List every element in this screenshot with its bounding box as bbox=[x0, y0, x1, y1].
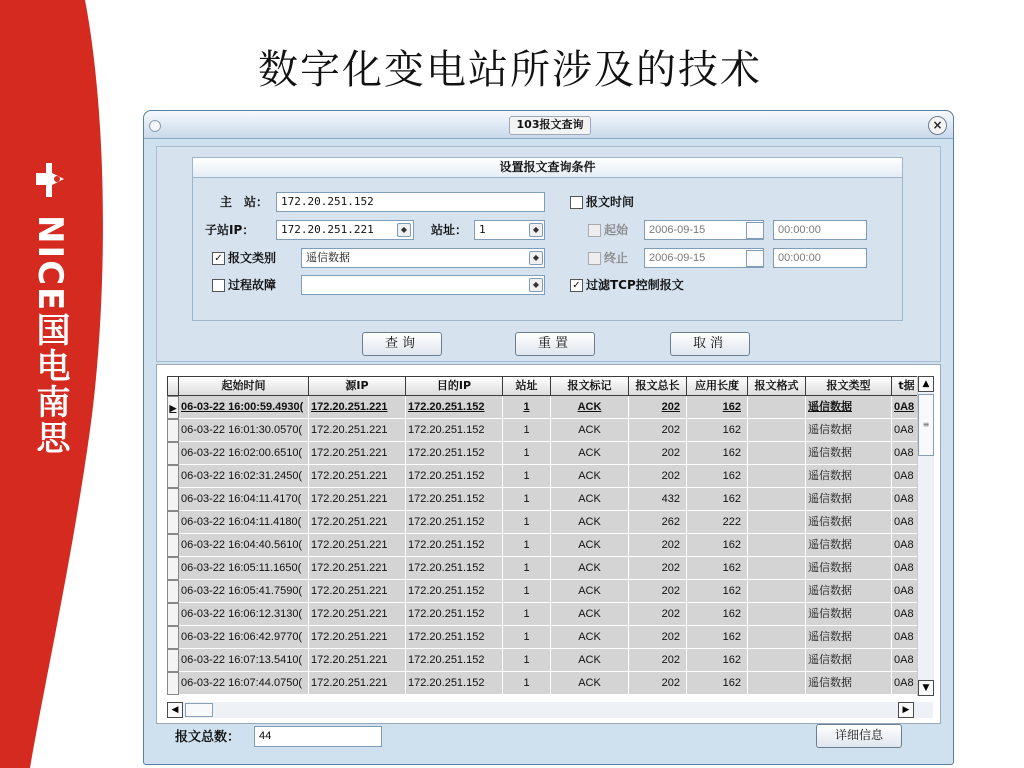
window-menu-icon[interactable] bbox=[149, 120, 161, 132]
start-calendar-icon[interactable] bbox=[746, 222, 764, 239]
table-cell: 06-03-22 16:04:11.4180( bbox=[179, 511, 309, 534]
table-cell: 1 bbox=[503, 396, 551, 419]
table-cell bbox=[748, 511, 806, 534]
table-cell: 162 bbox=[687, 580, 748, 603]
table-cell: 遥信数据 bbox=[806, 442, 892, 465]
title-bar[interactable] bbox=[144, 111, 953, 139]
table-cell: 172.20.251.221 bbox=[309, 580, 406, 603]
query-window bbox=[143, 110, 954, 765]
table-cell: 1 bbox=[503, 488, 551, 511]
cancel-button[interactable]: 取消 bbox=[670, 332, 750, 356]
table-cell: 202 bbox=[629, 534, 687, 557]
table-cell: 0A8 bbox=[892, 419, 922, 442]
scroll-right-icon[interactable]: ▶ bbox=[898, 702, 914, 718]
table-cell: 162 bbox=[687, 465, 748, 488]
row-header[interactable] bbox=[167, 580, 179, 603]
table-cell: 遥信数据 bbox=[806, 465, 892, 488]
process-fault-checkbox[interactable] bbox=[212, 279, 225, 292]
table-cell: 06-03-22 16:04:11.4170( bbox=[179, 488, 309, 511]
window-title: 103报文查询 bbox=[509, 116, 591, 135]
table-cell: 172.20.251.152 bbox=[406, 442, 503, 465]
msg-type-dropdown-icon[interactable]: ◆ bbox=[529, 251, 543, 265]
table-cell: 1 bbox=[503, 580, 551, 603]
row-header[interactable] bbox=[167, 465, 179, 488]
table-cell: ACK bbox=[551, 557, 629, 580]
table-cell: 162 bbox=[687, 626, 748, 649]
table-cell: 1 bbox=[503, 649, 551, 672]
table-cell: ACK bbox=[551, 396, 629, 419]
table-cell: 06-03-22 16:07:44.0750( bbox=[179, 672, 309, 695]
table-cell: 1 bbox=[503, 534, 551, 557]
table-cell: 06-03-22 16:05:41.7590( bbox=[179, 580, 309, 603]
table-cell: 1 bbox=[503, 419, 551, 442]
table-cell: 172.20.251.221 bbox=[309, 649, 406, 672]
master-station-label: 主 站： bbox=[220, 195, 269, 209]
row-header[interactable] bbox=[167, 672, 179, 695]
table-cell: 遥信数据 bbox=[806, 557, 892, 580]
table-cell: 202 bbox=[629, 396, 687, 419]
msg-type-checkbox[interactable]: ✓ bbox=[212, 252, 225, 265]
msg-time-label: 报文时间 bbox=[586, 195, 635, 209]
table-cell: 172.20.251.221 bbox=[309, 672, 406, 695]
table-cell: 06-03-22 16:05:11.1650( bbox=[179, 557, 309, 580]
column-header[interactable]: 报文总长 bbox=[629, 376, 687, 396]
master-station-input[interactable]: 172.20.251.152 bbox=[276, 192, 545, 212]
table-cell: 172.20.251.152 bbox=[406, 672, 503, 695]
table-cell: 172.20.251.152 bbox=[406, 511, 503, 534]
row-header[interactable] bbox=[167, 442, 179, 465]
table-cell: 172.20.251.152 bbox=[406, 580, 503, 603]
table-cell bbox=[748, 442, 806, 465]
table-cell: 202 bbox=[629, 626, 687, 649]
table-cell: 162 bbox=[687, 672, 748, 695]
table-cell: 遥信数据 bbox=[806, 603, 892, 626]
address-dropdown-icon[interactable]: ◆ bbox=[529, 223, 543, 237]
end-calendar-icon[interactable] bbox=[746, 250, 764, 267]
table-cell: ACK bbox=[551, 672, 629, 695]
address-value: 1 bbox=[479, 223, 486, 236]
column-header[interactable]: 目的IP bbox=[406, 376, 503, 396]
table-cell: 202 bbox=[629, 465, 687, 488]
table-cell: 162 bbox=[687, 649, 748, 672]
table-cell: 172.20.251.221 bbox=[309, 442, 406, 465]
reset-button[interactable]: 重置 bbox=[515, 332, 595, 356]
table-cell: 172.20.251.152 bbox=[406, 534, 503, 557]
row-selector-icon[interactable]: ▶ bbox=[167, 396, 179, 419]
substation-ip-value: 172.20.251.221 bbox=[281, 223, 374, 236]
table-cell: 1 bbox=[503, 511, 551, 534]
table-cell: 遥信数据 bbox=[806, 396, 892, 419]
table-cell: 1 bbox=[503, 465, 551, 488]
start-checkbox[interactable] bbox=[588, 224, 601, 237]
table-cell: ACK bbox=[551, 626, 629, 649]
table-cell: 172.20.251.221 bbox=[309, 396, 406, 419]
table-cell: 202 bbox=[629, 442, 687, 465]
table-cell: 172.20.251.221 bbox=[309, 603, 406, 626]
scroll-down-icon[interactable]: ▼ bbox=[918, 680, 934, 696]
process-fault-label: 过程故障 bbox=[228, 278, 277, 292]
brand-logo bbox=[22, 155, 78, 465]
column-header[interactable]: 起始时间 bbox=[179, 376, 309, 396]
start-date-input[interactable]: 2006-09-15 bbox=[644, 220, 764, 240]
column-header[interactable]: 源IP bbox=[309, 376, 406, 396]
table-cell: 遥信数据 bbox=[806, 534, 892, 557]
table-cell: 0A8 bbox=[892, 511, 922, 534]
brand-text: NICE国电南思 bbox=[30, 215, 70, 457]
filter-tcp-label: 过滤TCP控制报文 bbox=[586, 278, 684, 292]
table-cell: 0A8 bbox=[892, 396, 922, 419]
table-cell: 172.20.251.152 bbox=[406, 419, 503, 442]
table-cell: 432 bbox=[629, 488, 687, 511]
table-cell: 0A8 bbox=[892, 534, 922, 557]
table-cell: 06-03-22 16:01:30.0570( bbox=[179, 419, 309, 442]
detail-info-button[interactable]: 详细信息 bbox=[816, 724, 902, 748]
table-cell bbox=[748, 534, 806, 557]
table-cell: 172.20.251.152 bbox=[406, 396, 503, 419]
table-cell: 172.20.251.152 bbox=[406, 557, 503, 580]
table-cell: 162 bbox=[687, 603, 748, 626]
table-cell: 0A8 bbox=[892, 672, 922, 695]
table-cell: 202 bbox=[629, 580, 687, 603]
table-cell: 202 bbox=[629, 557, 687, 580]
table-cell: 06-03-22 16:02:31.2450( bbox=[179, 465, 309, 488]
table-cell bbox=[748, 626, 806, 649]
table-cell: 0A8 bbox=[892, 603, 922, 626]
column-header[interactable]: 报文标记 bbox=[551, 376, 629, 396]
table-cell: 遥信数据 bbox=[806, 488, 892, 511]
column-header[interactable]: 报文格式 bbox=[748, 376, 806, 396]
table-cell: 遥信数据 bbox=[806, 580, 892, 603]
table-cell: 1 bbox=[503, 672, 551, 695]
table-cell: 06-03-22 16:07:13.5410( bbox=[179, 649, 309, 672]
table-cell: ACK bbox=[551, 603, 629, 626]
column-header[interactable]: t据 bbox=[892, 376, 922, 396]
start-time-input[interactable]: 00:00:00 bbox=[773, 220, 867, 240]
table-cell: 262 bbox=[629, 511, 687, 534]
table-cell: 172.20.251.221 bbox=[309, 488, 406, 511]
msg-type-label: 报文类别 bbox=[228, 251, 277, 265]
substation-ip-spinner-icon[interactable]: ◆ bbox=[397, 223, 411, 237]
table-cell: 172.20.251.152 bbox=[406, 626, 503, 649]
row-header[interactable] bbox=[167, 534, 179, 557]
column-header[interactable]: 站址 bbox=[503, 376, 551, 396]
table-cell: 遥信数据 bbox=[806, 419, 892, 442]
table-cell: ACK bbox=[551, 465, 629, 488]
table-cell: 202 bbox=[629, 603, 687, 626]
column-header[interactable]: 应用长度 bbox=[687, 376, 748, 396]
end-label: 终止 bbox=[604, 251, 629, 265]
table-cell: 162 bbox=[687, 442, 748, 465]
total-count-label: 报文总数： bbox=[175, 730, 241, 745]
column-header[interactable]: 报文类型 bbox=[806, 376, 892, 396]
table-cell: ACK bbox=[551, 488, 629, 511]
table-cell bbox=[748, 488, 806, 511]
table-cell bbox=[748, 396, 806, 419]
row-header[interactable] bbox=[167, 626, 179, 649]
brand-mark-icon bbox=[30, 155, 70, 203]
table-cell bbox=[748, 557, 806, 580]
substation-ip-label: 子站IP： bbox=[205, 223, 255, 237]
table-cell: 遥信数据 bbox=[806, 649, 892, 672]
table-cell bbox=[748, 580, 806, 603]
table-cell: 0A8 bbox=[892, 488, 922, 511]
table-cell: 172.20.251.152 bbox=[406, 465, 503, 488]
table-cell: 0A8 bbox=[892, 580, 922, 603]
results-table bbox=[156, 364, 941, 724]
msg-type-select[interactable] bbox=[301, 248, 545, 268]
table-cell: 222 bbox=[687, 511, 748, 534]
table-cell bbox=[748, 603, 806, 626]
end-checkbox[interactable] bbox=[588, 252, 601, 265]
table-cell: 162 bbox=[687, 534, 748, 557]
table-cell: 06-03-22 16:04:40.5610( bbox=[179, 534, 309, 557]
table-cell bbox=[748, 465, 806, 488]
total-count-field[interactable]: 44 bbox=[254, 726, 382, 747]
row-header[interactable] bbox=[167, 511, 179, 534]
table-cell: 172.20.251.152 bbox=[406, 488, 503, 511]
msg-type-value: 遥信数据 bbox=[306, 251, 350, 264]
start-label: 起始 bbox=[604, 223, 629, 237]
table-cell: 1 bbox=[503, 603, 551, 626]
table-cell: 172.20.251.221 bbox=[309, 511, 406, 534]
table-cell: 06-03-22 16:06:12.3130( bbox=[179, 603, 309, 626]
end-time-input[interactable]: 00:00:00 bbox=[773, 248, 867, 268]
filter-tcp-checkbox[interactable]: ✓ bbox=[570, 279, 583, 292]
table-cell: 0A8 bbox=[892, 649, 922, 672]
table-cell: 1 bbox=[503, 442, 551, 465]
table-cell: ACK bbox=[551, 419, 629, 442]
row-header[interactable] bbox=[167, 603, 179, 626]
table-cell: 0A8 bbox=[892, 442, 922, 465]
row-header[interactable] bbox=[167, 419, 179, 442]
table-cell: ACK bbox=[551, 511, 629, 534]
table-cell: 遥信数据 bbox=[806, 626, 892, 649]
table-cell: 遥信数据 bbox=[806, 672, 892, 695]
table-cell: 06-03-22 16:02:00.6510( bbox=[179, 442, 309, 465]
group-title: 设置报文查询条件 bbox=[193, 158, 902, 178]
table-cell: 172.20.251.221 bbox=[309, 465, 406, 488]
query-button[interactable]: 查询 bbox=[362, 332, 442, 356]
table-cell: 172.20.251.221 bbox=[309, 626, 406, 649]
table-cell: 162 bbox=[687, 419, 748, 442]
vertical-scrollbar[interactable] bbox=[917, 376, 934, 696]
query-panel bbox=[156, 146, 941, 362]
table-cell: ACK bbox=[551, 580, 629, 603]
table-cell: 1 bbox=[503, 626, 551, 649]
table-cell: 172.20.251.221 bbox=[309, 534, 406, 557]
row-header[interactable] bbox=[167, 557, 179, 580]
vertical-scroll-thumb[interactable]: ≡ bbox=[918, 394, 934, 456]
table-cell: 06-03-22 16:06:42.9770( bbox=[179, 626, 309, 649]
close-button[interactable]: × bbox=[928, 116, 947, 135]
table-cell: 162 bbox=[687, 557, 748, 580]
substation-ip-input[interactable] bbox=[276, 220, 414, 240]
table-cell: 遥信数据 bbox=[806, 511, 892, 534]
table-cell: ACK bbox=[551, 649, 629, 672]
table-cell: 0A8 bbox=[892, 557, 922, 580]
table-cell: 172.20.251.152 bbox=[406, 649, 503, 672]
table-cell: 202 bbox=[629, 419, 687, 442]
horizontal-scrollbar[interactable] bbox=[167, 702, 933, 718]
scroll-left-icon[interactable]: ◀ bbox=[167, 702, 183, 718]
table-cell: 202 bbox=[629, 672, 687, 695]
header-corner bbox=[167, 376, 179, 396]
row-header[interactable] bbox=[167, 488, 179, 511]
process-fault-dropdown-icon[interactable]: ◆ bbox=[529, 278, 543, 292]
end-date-input[interactable]: 2006-09-15 bbox=[644, 248, 764, 268]
msg-time-checkbox[interactable] bbox=[570, 196, 583, 209]
table-cell: 06-03-22 16:00:59.4930( bbox=[179, 396, 309, 419]
table-cell: 172.20.251.221 bbox=[309, 419, 406, 442]
horizontal-scroll-thumb[interactable] bbox=[185, 703, 213, 717]
address-label: 站址： bbox=[431, 223, 468, 237]
table-cell bbox=[748, 419, 806, 442]
table-cell: 1 bbox=[503, 557, 551, 580]
table-cell: 162 bbox=[687, 396, 748, 419]
table-cell bbox=[748, 672, 806, 695]
row-header[interactable] bbox=[167, 649, 179, 672]
slide-title: 数字化变电站所涉及的技术 bbox=[258, 47, 762, 93]
table-cell: ACK bbox=[551, 442, 629, 465]
table-cell: 162 bbox=[687, 488, 748, 511]
table-cell: 202 bbox=[629, 649, 687, 672]
query-conditions-group bbox=[192, 157, 903, 321]
scroll-up-icon[interactable]: ▲ bbox=[918, 376, 934, 392]
table-cell: 172.20.251.221 bbox=[309, 557, 406, 580]
process-fault-select[interactable] bbox=[301, 275, 545, 295]
table-cell: ACK bbox=[551, 534, 629, 557]
table-cell bbox=[748, 649, 806, 672]
table-cell: 0A8 bbox=[892, 626, 922, 649]
table-cell: 172.20.251.152 bbox=[406, 603, 503, 626]
table-cell: 0A8 bbox=[892, 465, 922, 488]
